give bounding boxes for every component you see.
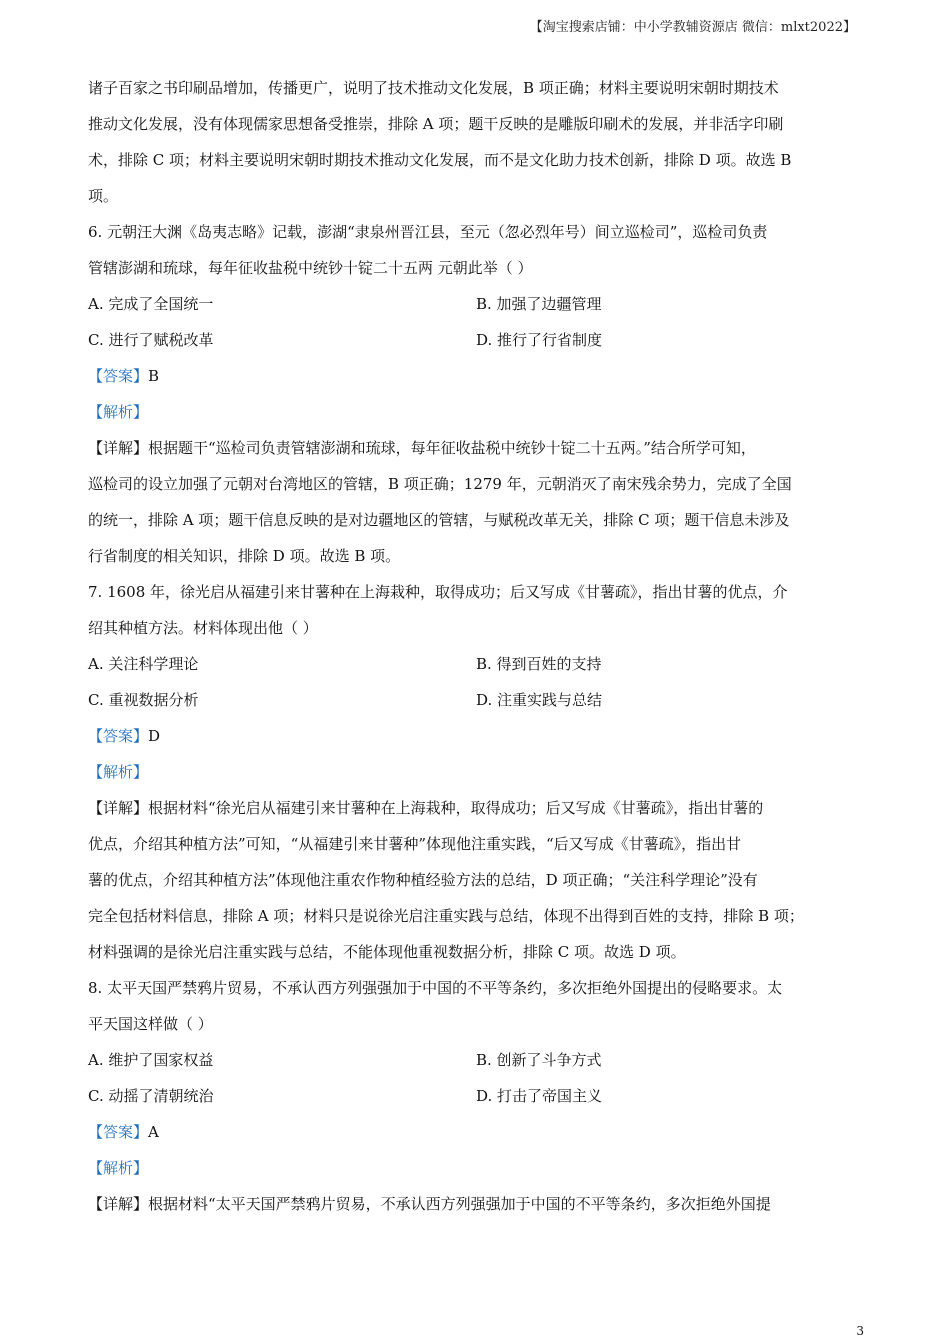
q8-detail-line xyxy=(88,1186,868,1222)
q8-analysis xyxy=(88,1150,868,1186)
q7-options-row xyxy=(88,646,868,682)
q6-detail-line: 的统一，排除 A 项；题干信息反映的是对边疆地区的管辖，与赋税改革无关，排除 C 项；题干信息未涉及 xyxy=(88,511,790,529)
q7-detail-text: 根据材料“徐光启从福建引来甘薯种在上海栽种，取得成功；后又写成《甘薯疏》，指出甘薯的 xyxy=(148,799,764,817)
page-number: 3 xyxy=(856,1324,864,1338)
analysis-label: 【解析】 xyxy=(88,403,149,421)
q6-answer xyxy=(88,358,868,394)
q8-stem-line: 平天国这样做（ ） xyxy=(88,1015,213,1033)
page-header: 【淘宝搜索店铺：中小学教辅资源店 微信：mlxt2022】 xyxy=(529,20,856,35)
analysis-label: 【解析】 xyxy=(88,1159,149,1177)
q6-detail-line: 行省制度的相关知识，排除 D 项。故选 B 项。 xyxy=(88,547,401,565)
document-body xyxy=(88,70,868,1222)
q7-stem-line: 绍其种植方法。材料体现出他（ ） xyxy=(88,619,318,637)
detail-label: 【详解】 xyxy=(88,439,149,457)
q8-option-d: D. 打击了帝国主义 xyxy=(476,1087,603,1105)
q8-detail-text: 根据材料“太平天国严禁鸦片贸易，不承认西方列强强加于中国的不平等条约，多次拒绝外国提 xyxy=(148,1195,771,1213)
detail-label: 【详解】 xyxy=(88,1195,149,1213)
q6-detail-text: 根据题干“巡检司负责管辖澎湖和琉球，每年征收盐税中统钞十锭二十五两。”结合所学可知， xyxy=(148,439,756,457)
q6-stem-line: 管辖澎湖和琉球，每年征收盐税中统钞十锭二十五两 元朝此举（ ） xyxy=(88,259,533,277)
q6-options-row xyxy=(88,322,868,358)
q8-stem-line: 8. 太平天国严禁鸦片贸易，不承认西方列强强加于中国的不平等条约，多次拒绝外国提出的侵略要求。太 xyxy=(88,979,783,997)
q6-stem-line: 6. 元朝汪大渊《岛夷志略》记载，澎湖“隶泉州晋江县，至元（忽必烈年号）间立巡检司”，巡检司负责 xyxy=(88,223,768,241)
q7-answer-value: D xyxy=(148,727,161,745)
q6-answer-value: B xyxy=(148,367,160,385)
q7-analysis xyxy=(88,754,868,790)
q7-option-b: B. 得到百姓的支持 xyxy=(476,655,602,673)
answer-label: 【答案】 xyxy=(88,1123,149,1141)
q6-analysis xyxy=(88,394,868,430)
q7-option-a: A. 关注科学理论 xyxy=(88,655,199,673)
q5-detail-line: 项。 xyxy=(88,187,119,205)
q7-option-c: C. 重视数据分析 xyxy=(88,691,199,709)
detail-label: 【详解】 xyxy=(88,799,149,817)
q7-detail-line: 材料强调的是徐光启注重实践与总结，不能体现他重视数据分析，排除 C 项。故选 D 项。 xyxy=(88,943,686,961)
q8-options-row xyxy=(88,1042,868,1078)
q7-answer xyxy=(88,718,868,754)
q6-options-row xyxy=(88,286,868,322)
q8-option-b: B. 创新了斗争方式 xyxy=(476,1051,602,1069)
q8-options-row xyxy=(88,1078,868,1114)
q5-detail-line: 术，排除 C 项；材料主要说明宋朝时期技术推动文化发展，而不是文化助力技术创新，排除 D 项。故选 B xyxy=(88,151,792,169)
q8-answer-value: A xyxy=(148,1123,159,1141)
q7-stem-line: 7. 1608 年，徐光启从福建引来甘薯种在上海栽种，取得成功；后又写成《甘薯疏》，指出甘薯的优点，介 xyxy=(88,583,788,601)
q5-detail-line: 诸子百家之书印刷品增加，传播更广，说明了技术推动文化发展，B 项正确；材料主要说明宋朝时期技术 xyxy=(88,79,779,97)
q6-option-a: A. 完成了全国统一 xyxy=(88,295,214,313)
q6-detail-line xyxy=(88,430,868,466)
q5-detail-line: 推动文化发展，没有体现儒家思想备受推崇，排除 A 项；题干反映的是雕版印刷术的发展，并非活字印刷 xyxy=(88,115,784,133)
q8-option-a: A. 维护了国家权益 xyxy=(88,1051,214,1069)
q7-options-row xyxy=(88,682,868,718)
q7-detail-line: 优点，介绍其种植方法”可知，“从福建引来甘薯种”体现他注重实践，“后又写成《甘薯疏》，指出甘 xyxy=(88,835,742,853)
q8-option-c: C. 动摇了清朝统治 xyxy=(88,1087,214,1105)
q6-option-d: D. 推行了行省制度 xyxy=(476,331,603,349)
q8-answer xyxy=(88,1114,868,1150)
q6-option-c: C. 进行了赋税改革 xyxy=(88,331,214,349)
q7-detail-line: 完全包括材料信息，排除 A 项；材料只是说徐光启注重实践与总结，体现不出得到百姓的支持，排除 B 项； xyxy=(88,907,804,925)
q7-option-d: D. 注重实践与总结 xyxy=(476,691,603,709)
analysis-label: 【解析】 xyxy=(88,763,149,781)
q6-detail-line: 巡检司的设立加强了元朝对台湾地区的管辖，B 项正确；1279 年，元朝消灭了南宋残余势力，完成了全国 xyxy=(88,475,792,493)
q7-detail-line: 薯的优点，介绍其种植方法”体现他注重农作物种植经验方法的总结，D 项正确；“关注科学理论”没有 xyxy=(88,871,758,889)
q6-option-b: B. 加强了边疆管理 xyxy=(476,295,602,313)
answer-label: 【答案】 xyxy=(88,727,149,745)
answer-label: 【答案】 xyxy=(88,367,149,385)
q7-detail-line xyxy=(88,790,868,826)
